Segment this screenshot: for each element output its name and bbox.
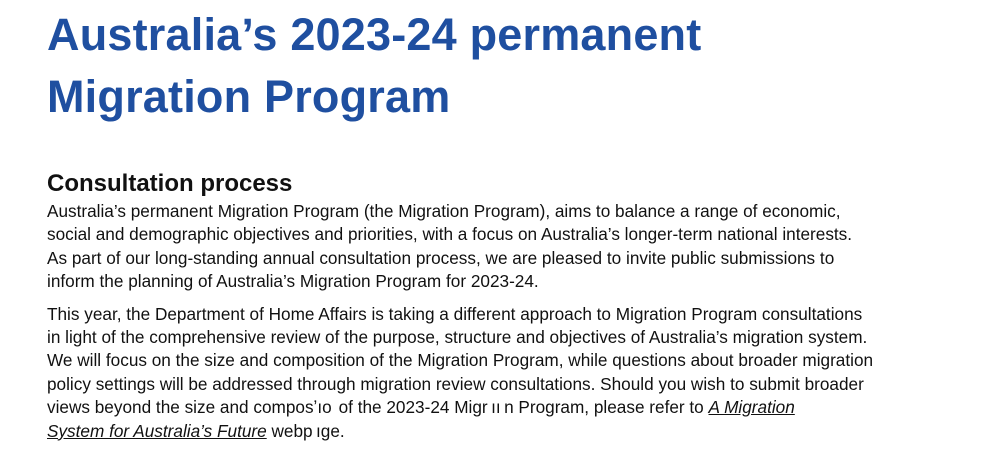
approach-line-4: policy settings will be addressed through migration review consultations. Should you wish to submit broader: [47, 373, 864, 394]
approach-paragraph: [47, 303, 962, 443]
title-line-1: Australia’s 2023-24 permanent: [47, 9, 702, 60]
intro-line-3: As part of our long-standing annual consultation process, we are pleased to invite public submissions to: [47, 247, 835, 268]
approach-line-5-text: views beyond the size and composʼıo of the 2023-24 Migr ıı n Program, please refer to: [47, 397, 709, 418]
page-title: [47, 0, 962, 128]
migration-system-link-part-2[interactable]: System for Australia’s Future: [47, 420, 267, 441]
approach-line-1: This year, the Department of Home Affairs is taking a different approach to Migration Program consultations: [47, 303, 863, 324]
intro-line-2: social and demographic objectives and priorities, with a focus on Australia’s longer-term national interests.: [47, 224, 853, 245]
document-page: [47, 0, 962, 443]
title-line-2: Migration Program: [47, 71, 451, 122]
migration-system-link-part-1[interactable]: A Migration: [708, 397, 795, 418]
approach-line-2: in light of the comprehensive review of the purpose, structure and objectives of Australia’s migration system.: [47, 327, 868, 348]
intro-line-1: Australia’s permanent Migration Program (the Migration Program), aims to balance a range of economic,: [47, 201, 841, 221]
intro-paragraph: [47, 200, 962, 294]
approach-line-6: [47, 420, 962, 443]
approach-line-6-tail: webp ıge.: [266, 420, 345, 441]
approach-line-5: [47, 396, 962, 419]
intro-line-4: inform the planning of Australia’s Migration Program for 2023-24.: [47, 271, 539, 292]
section-heading: Consultation process: [47, 170, 293, 197]
approach-line-3: We will focus on the size and composition of the Migration Program, while questions about broader migration: [47, 350, 874, 371]
